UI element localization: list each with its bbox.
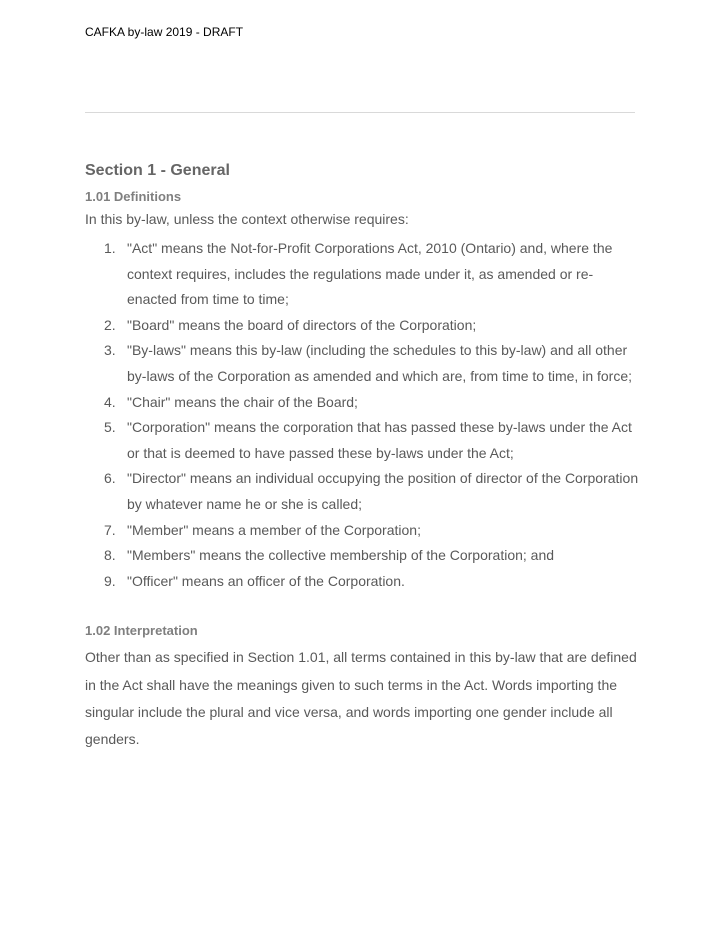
list-item-number: 4. xyxy=(104,393,116,410)
list-item xyxy=(85,338,640,389)
list-item xyxy=(85,415,640,466)
list-item-text: "Member" means a member of the Corporation; xyxy=(127,521,421,538)
interpretation-paragraph: Other than as specified in Section 1.01, all terms contained in this by-law that are defined in the Act shall have the meanings given to such terms in the Act. Words importing the singular include the plural and vice versa, and words importing one gender include all genders. xyxy=(85,649,637,748)
document-body xyxy=(85,160,640,754)
list-item-text: "Board" means the board of directors of the Corporation; xyxy=(127,316,477,333)
list-item xyxy=(85,313,640,339)
list-item-number: 1. xyxy=(104,240,116,256)
list-item-text: "Corporation" means the corporation that has passed these by-laws under the Act or that is deemed to have passed these by-laws under the Act; xyxy=(127,419,632,461)
subsection-heading-interpretation: 1.02 Interpretation xyxy=(85,623,198,639)
header-divider xyxy=(85,112,635,113)
list-item-text: "Director" means an individual occupying the position of director of the Corporation by whatever name he or she is called; xyxy=(127,470,639,512)
list-item xyxy=(85,466,640,517)
list-item xyxy=(85,518,640,544)
list-item-text: "By-laws" means this by-law (including the schedules to this by-law) and all other by-laws of the Corporation as amended and which are, from time to time, in force; xyxy=(127,342,633,384)
list-item xyxy=(85,543,640,569)
list-item-number: 7. xyxy=(104,521,116,538)
list-item-text: "Act" means the Not-for-Profit Corporations Act, 2010 (Ontario) and, where the context requires, includes the regulations made under it, as amended or re-enacted from time to time; xyxy=(127,240,613,308)
list-item-number: 5. xyxy=(104,419,116,436)
list-item-number: 6. xyxy=(104,470,116,487)
list-item-number: 9. xyxy=(104,572,116,589)
list-item-number: 3. xyxy=(104,342,116,359)
list-item-number: 8. xyxy=(104,547,116,564)
list-item xyxy=(85,569,640,595)
list-item-text: "Officer" means an officer of the Corporation. xyxy=(127,572,405,589)
list-item-number: 2. xyxy=(104,316,116,333)
list-item xyxy=(85,236,640,313)
section-title: Section 1 - General xyxy=(85,162,230,179)
subsection-heading-definitions: 1.01 Definitions xyxy=(85,189,182,204)
definitions-list xyxy=(85,236,640,594)
document-header: CAFKA by-law 2019 - DRAFT xyxy=(85,25,244,39)
definitions-intro: In this by-law, unless the context otherwise requires: xyxy=(85,211,409,227)
list-item xyxy=(85,390,640,416)
list-item-text: "Members" means the collective membership of the Corporation; and xyxy=(127,547,555,564)
list-item-text: "Chair" means the chair of the Board; xyxy=(127,393,358,410)
